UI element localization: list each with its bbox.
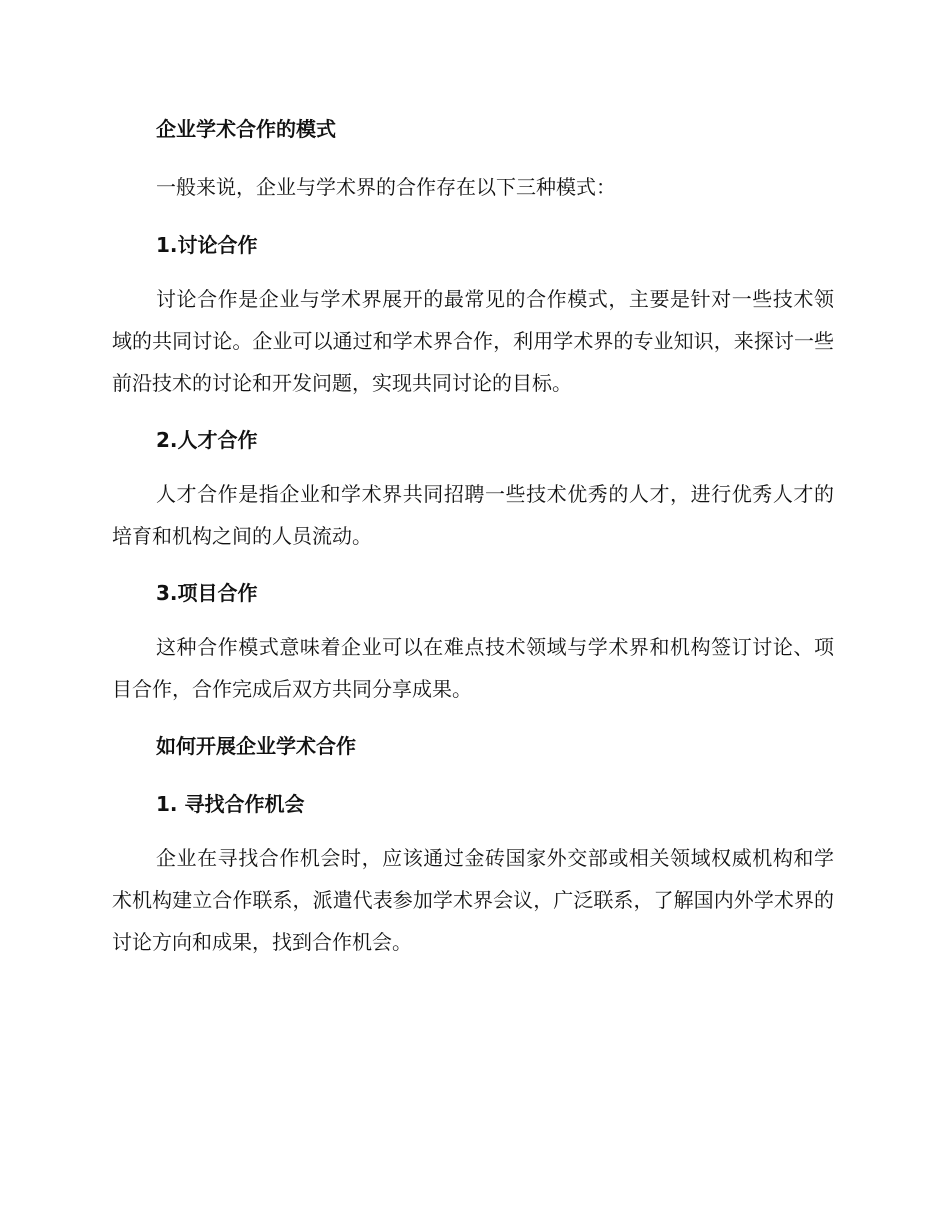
intro-paragraph: 一般来说，企业与学术界的合作存在以下三种模式：	[156, 175, 616, 199]
subheading-find-opportunities: 1. 寻找合作机会	[156, 792, 305, 816]
paragraph-discussion-cooperation: 讨论合作是企业与学术界展开的最常见的合作模式，主要是针对一些技术领域的共同讨论。企业可以通过和学术界合作，利用学术界的专业知识，来探讨一些前沿技术的讨论和开发问题，实现共同讨论的目标。	[112, 287, 834, 395]
document-body	[112, 104, 834, 974]
paragraph-find-opportunities: 企业在寻找合作机会时，应该通过金砖国家外交部或相关领域权威机构和学术机构建立合作联系，派遣代表参加学术界会议，广泛联系，了解国内外学术界的讨论方向和成果，找到合作机会。	[112, 846, 834, 954]
paragraph-project-cooperation: 这种合作模式意味着企业可以在难点技术领域与学术界和机构签订讨论、项目合作，合作完成后双方共同分享成果。	[112, 635, 834, 701]
paragraph-talent-cooperation: 人才合作是指企业和学术界共同招聘一些技术优秀的人才，进行优秀人才的培育和机构之间的人员流动。	[112, 482, 834, 548]
section-heading-cooperation-modes: 企业学术合作的模式	[156, 117, 336, 141]
section-heading-how-to-cooperate: 如何开展企业学术合作	[156, 734, 356, 758]
subheading-discussion-cooperation: 1.讨论合作	[156, 233, 258, 257]
subheading-talent-cooperation: 2.人才合作	[156, 428, 258, 452]
subheading-project-cooperation: 3.项目合作	[156, 581, 258, 605]
